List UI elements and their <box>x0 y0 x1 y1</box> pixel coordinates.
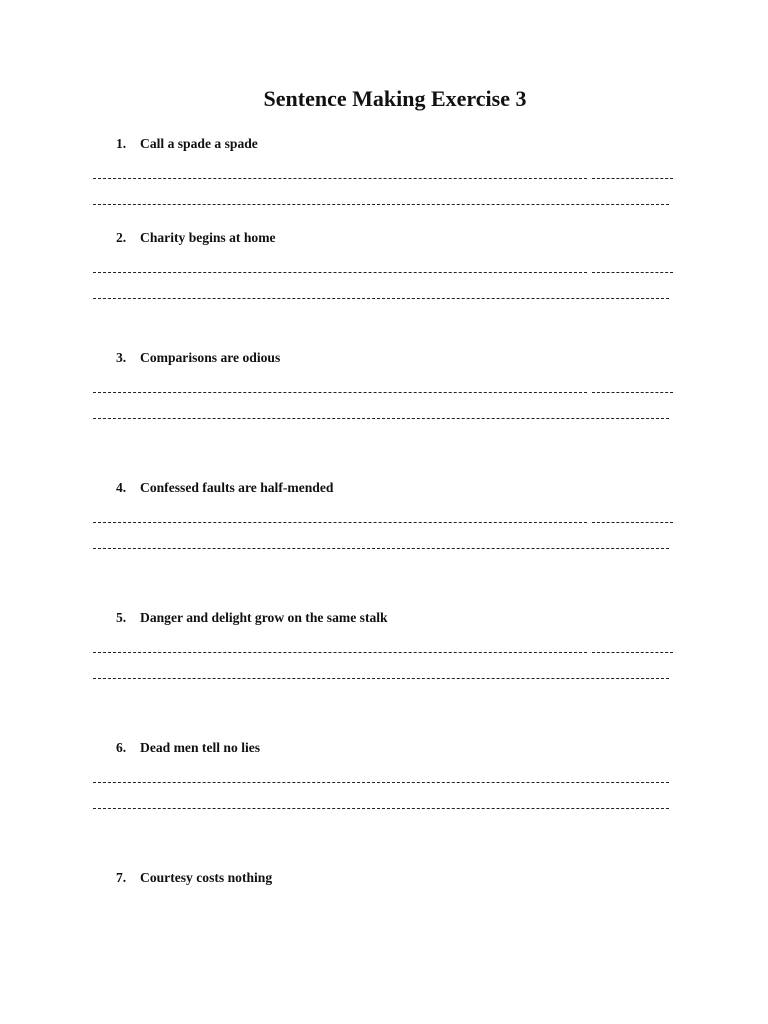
answer-line[interactable] <box>93 272 587 273</box>
answer-line[interactable] <box>93 418 669 419</box>
exercise-number: 2. <box>116 230 127 245</box>
exercise-text: Dead men tell no lies <box>140 740 261 755</box>
exercise-text: Confessed faults are half-mended <box>140 480 334 495</box>
exercise-item-3 <box>116 350 280 366</box>
answer-line[interactable] <box>592 272 673 273</box>
exercise-item-1 <box>116 136 258 152</box>
answer-line[interactable] <box>93 204 669 205</box>
answer-line[interactable] <box>93 548 669 549</box>
answer-line[interactable] <box>592 392 673 393</box>
exercise-text: Comparisons are odious <box>140 350 281 365</box>
exercise-number: 6. <box>116 740 127 755</box>
exercise-item-2 <box>116 230 276 246</box>
exercise-number: 7. <box>116 870 127 885</box>
exercise-item-7 <box>116 870 272 886</box>
exercise-text: Danger and delight grow on the same stalk <box>140 610 388 625</box>
exercise-number: 3. <box>116 350 127 365</box>
exercise-number: 5. <box>116 610 127 625</box>
exercise-text: Courtesy costs nothing <box>140 870 273 885</box>
answer-line[interactable] <box>93 782 669 783</box>
answer-line[interactable] <box>93 392 587 393</box>
exercise-number: 4. <box>116 480 127 495</box>
exercise-text: Call a spade a spade <box>140 136 258 151</box>
exercise-number: 1. <box>116 136 127 151</box>
answer-line[interactable] <box>93 178 587 179</box>
answer-line[interactable] <box>93 298 669 299</box>
answer-line[interactable] <box>592 652 673 653</box>
answer-line[interactable] <box>93 652 587 653</box>
answer-line[interactable] <box>93 678 669 679</box>
answer-line[interactable] <box>592 178 673 179</box>
exercise-item-6 <box>116 740 260 756</box>
answer-line[interactable] <box>93 522 587 523</box>
answer-line[interactable] <box>592 522 673 523</box>
exercise-item-4 <box>116 480 333 496</box>
exercise-text: Charity begins at home <box>140 230 276 245</box>
page-title: Sentence Making Exercise 3 <box>263 86 527 111</box>
exercise-item-5 <box>116 610 388 626</box>
answer-line[interactable] <box>93 808 669 809</box>
